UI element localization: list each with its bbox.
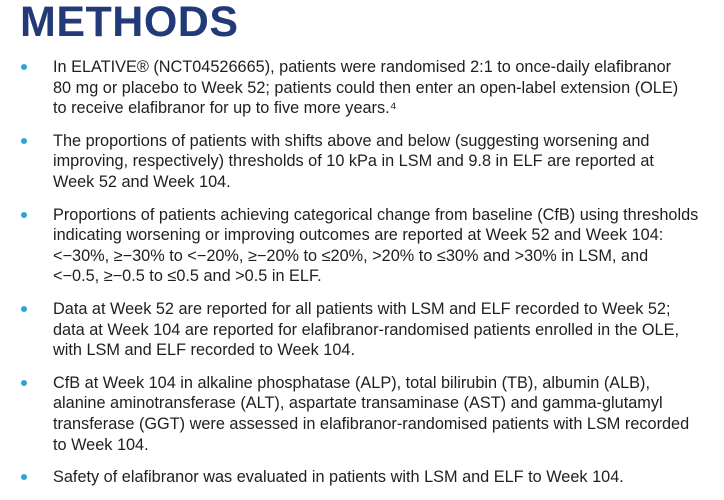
bullet-icon — [21, 212, 27, 218]
bullet-icon — [21, 306, 27, 312]
methods-list — [0, 57, 724, 500]
bullet-icon — [21, 474, 27, 480]
methods-item-text: In ELATIVE® (NCT04526665), patients were randomised 2:1 to once-daily elafibranor 80 mg or placebo to Week 52; patients could then enter an open-label extension (OLE) to receive elafibranor for up to five more years.⁴ — [53, 58, 679, 118]
methods-item-text: Proportions of patients achieving categorical change from baseline (CfB) using thresholds indicating worsening or improving outcomes are reported at Week 52 and Week 104: <−30%, ≥−30% to <−20%, ≥−20% to ≤20%, >20% to ≤30% and >30% in LSM, and <−0.5, ≥−0.5 to ≤0.5 and >0.5 in ELF. — [53, 205, 699, 286]
section-title: METHODS — [20, 0, 239, 46]
bullet-icon — [21, 380, 27, 386]
bullet-icon — [21, 64, 27, 70]
methods-item — [0, 205, 724, 287]
methods-item — [0, 131, 724, 193]
methods-item — [0, 467, 724, 488]
methods-item — [0, 299, 724, 361]
methods-item — [0, 57, 724, 119]
methods-item-text: Data at Week 52 are reported for all patients with LSM and ELF recorded to Week 52; data at Week 104 are reported for elafibranor-randomised patients enrolled in the OLE, with LSM and ELF recorded to Week 104. — [53, 299, 679, 360]
bullet-icon — [21, 138, 27, 144]
methods-item-text: CfB at Week 104 in alkaline phosphatase (ALP), total bilirubin (TB), albumin (ALB), alanine aminotransferase (ALT), aspartate transaminase (AST) and gamma-glutamyl transferase (GGT) were assessed in elafibranor-randomised patients with LSM recorded to Week 104. — [53, 373, 690, 454]
methods-item-text: The proportions of patients with shifts above and below (suggesting worsening and improving, respectively) thresholds of 10 kPa in LSM and 9.8 in ELF are reported at Week 52 and Week 104. — [53, 131, 654, 191]
methods-item-text: Safety of elafibranor was evaluated in patients with LSM and ELF to Week 104. — [53, 468, 624, 487]
methods-item — [0, 373, 724, 455]
